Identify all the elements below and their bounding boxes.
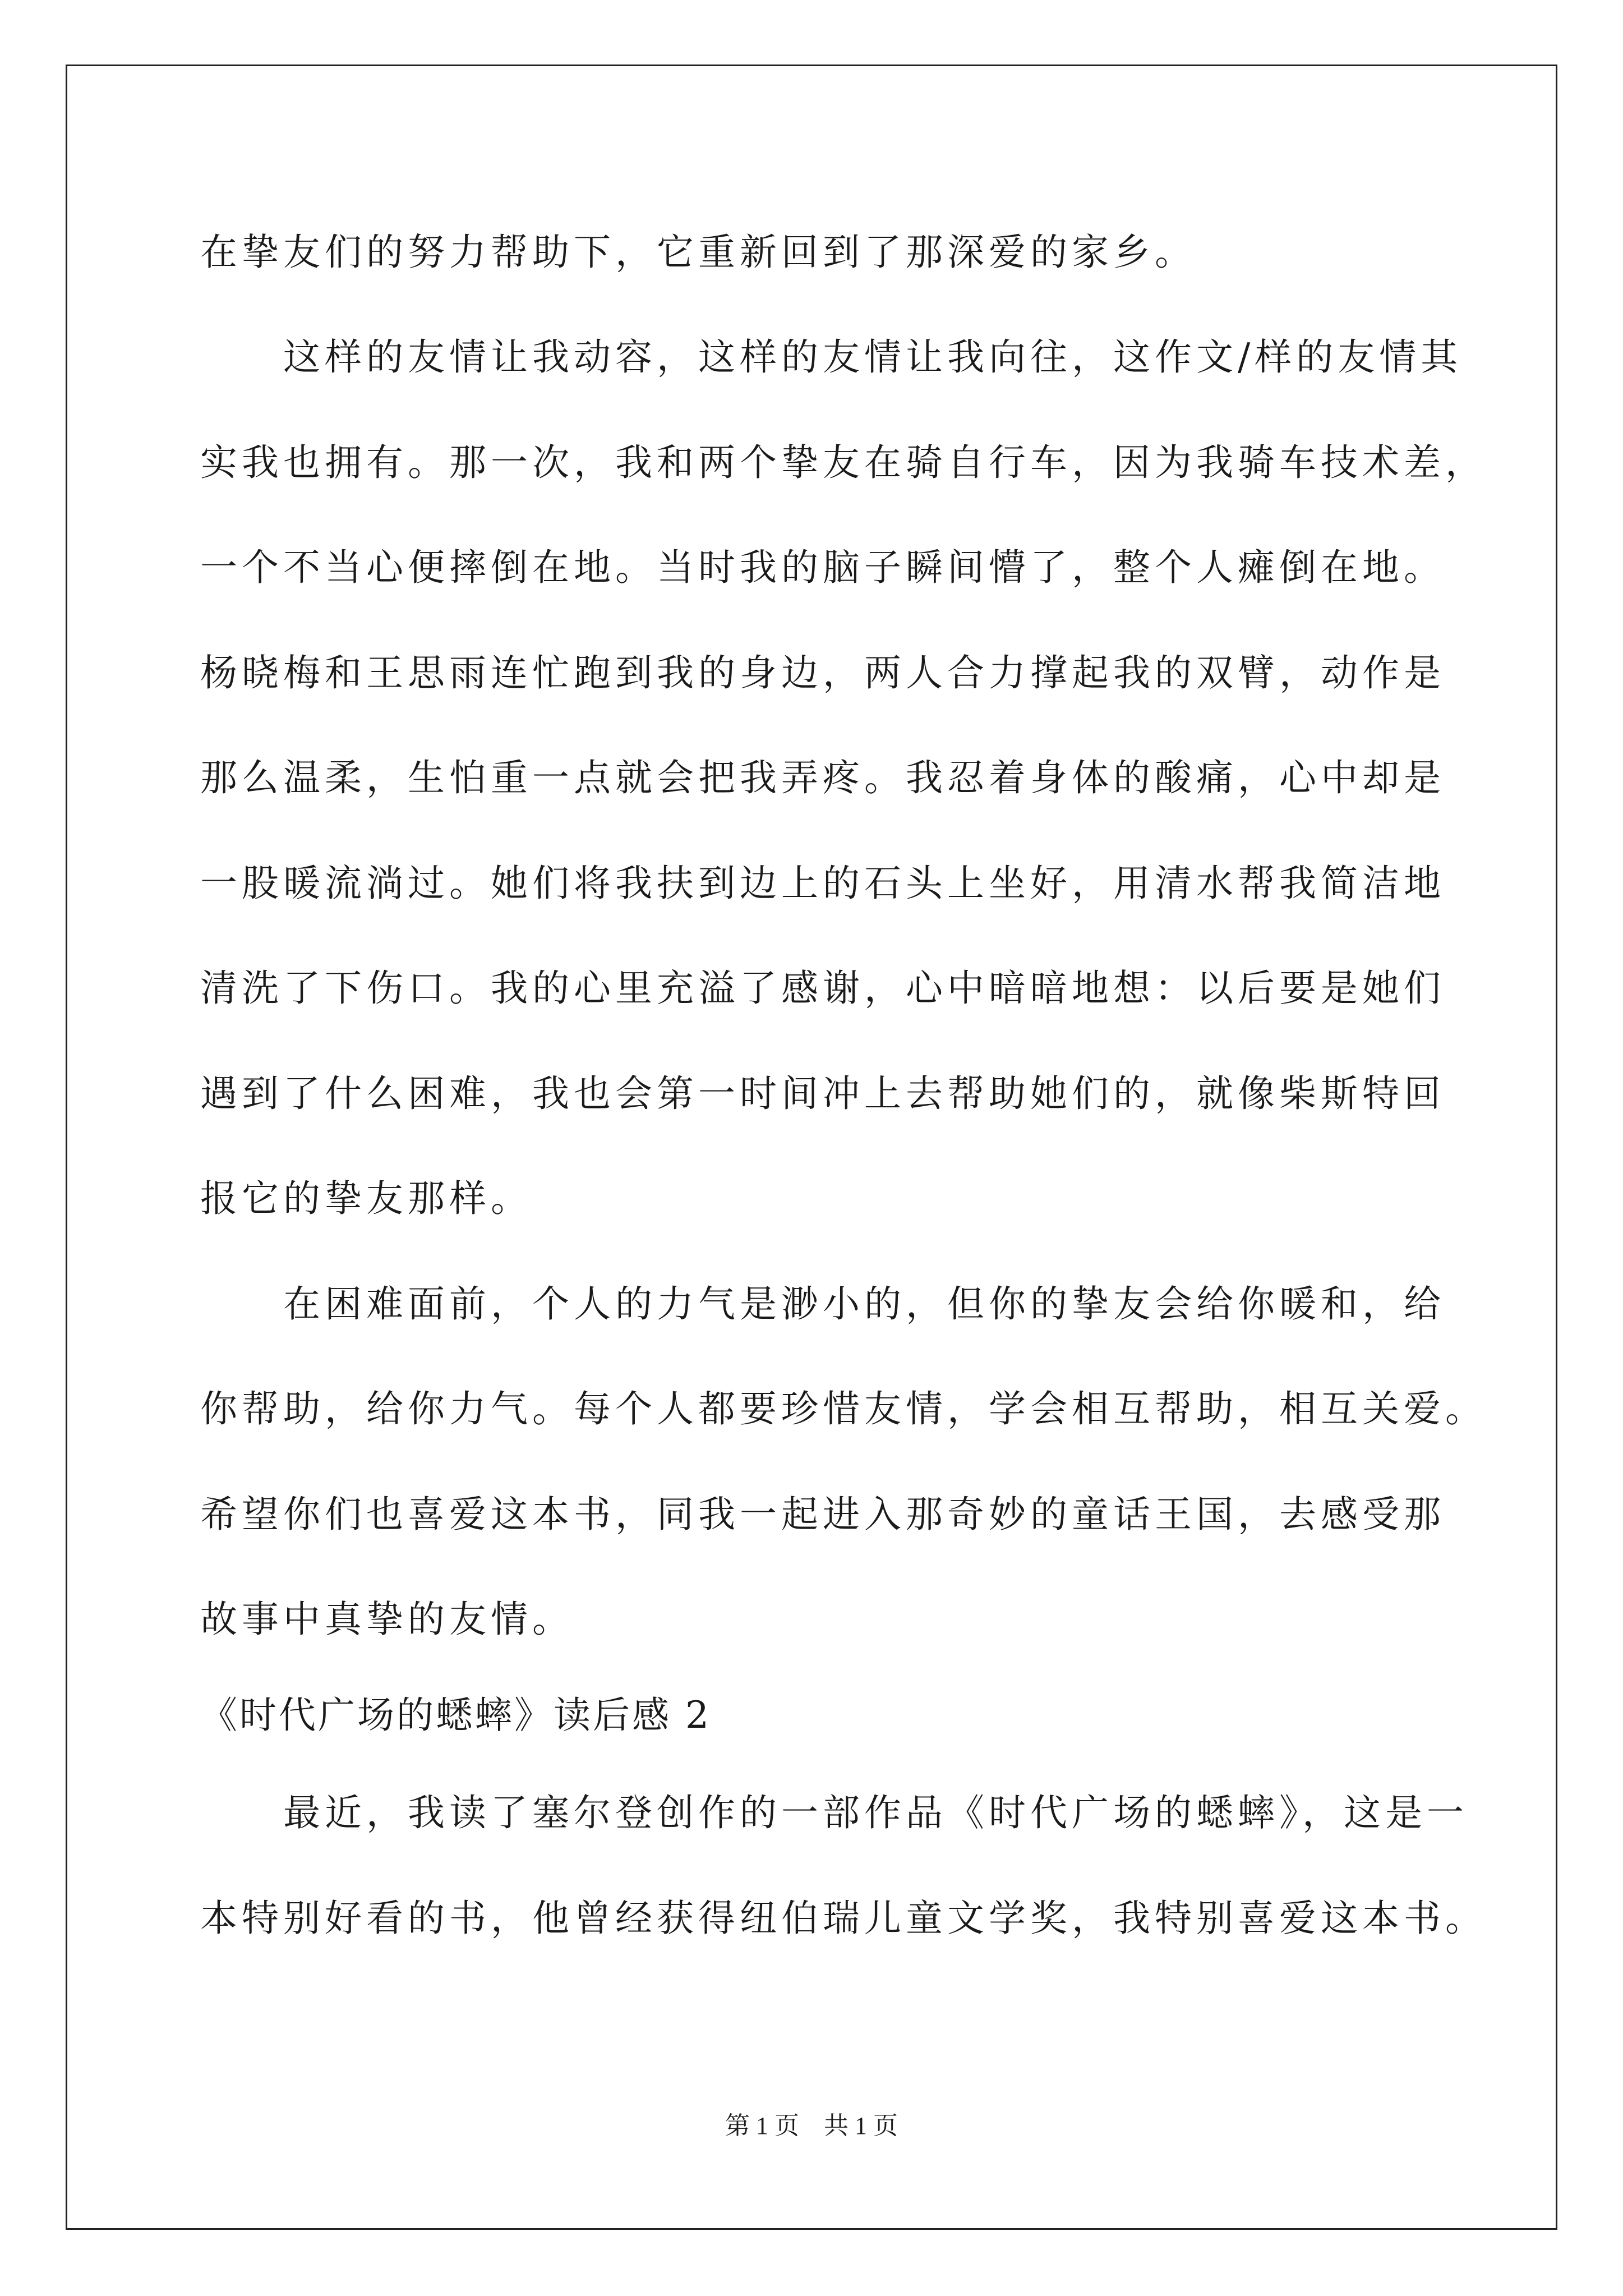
text-line: 本特别好看的书，他曾经获得纽伯瑞儿童文学奖，我特别喜爱这本书。 [200, 1897, 1487, 1940]
text-line: 杨晓梅和王思雨连忙跑到我的身边，两人合力撑起我的双臂，动作是 [200, 651, 1445, 694]
text-line: 一个不当心便摔倒在地。当时我的脑子瞬间懵了，整个人瘫倒在地。 [200, 546, 1445, 589]
text-line: 在挚友们的努力帮助下，它重新回到了那深爱的家乡。 [200, 231, 1196, 274]
text-line: 希望你们也喜爱这本书，同我一起进入那奇妙的童话王国，去感受那 [200, 1493, 1445, 1536]
text-line: 故事中真挚的友情。 [200, 1598, 574, 1641]
text-line: 清洗了下伤口。我的心里充溢了感谢，心中暗暗地想：以后要是她们 [200, 967, 1445, 1010]
text-line: 一股暖流淌过。她们将我扶到边上的石头上坐好，用清水帮我简洁地 [200, 862, 1445, 905]
text-line: 遇到了什么困难，我也会第一时间冲上去帮助她们的，就像柴斯特回 [200, 1072, 1445, 1115]
page-number-footer: 第 1 页 共 1 页 [725, 2112, 898, 2139]
section-title: 《时代广场的蟋蟀》读后感 2 [200, 1694, 711, 1737]
text-line: 实我也拥有。那一次，我和两个挚友在骑自行车，因为我骑车技术差， [200, 441, 1487, 484]
text-line: 最近，我读了塞尔登创作的一部作品《时代广场的蟋蟀》，这是一 [200, 1791, 1468, 1834]
text-line: 你帮助，给你力气。每个人都要珍惜友情，学会相互帮助，相互关爱。 [200, 1387, 1487, 1430]
text-line: 这样的友情让我动容，这样的友情让我向往，这作文/样的友情其 [200, 335, 1463, 379]
text-line: 那么温柔，生怕重一点就会把我弄疼。我忍着身体的酸痛，心中却是 [200, 756, 1445, 799]
text-line: 在困难面前，个人的力气是渺小的，但你的挚友会给你暖和，给 [200, 1282, 1445, 1326]
text-line: 报它的挚友那样。 [200, 1177, 532, 1220]
